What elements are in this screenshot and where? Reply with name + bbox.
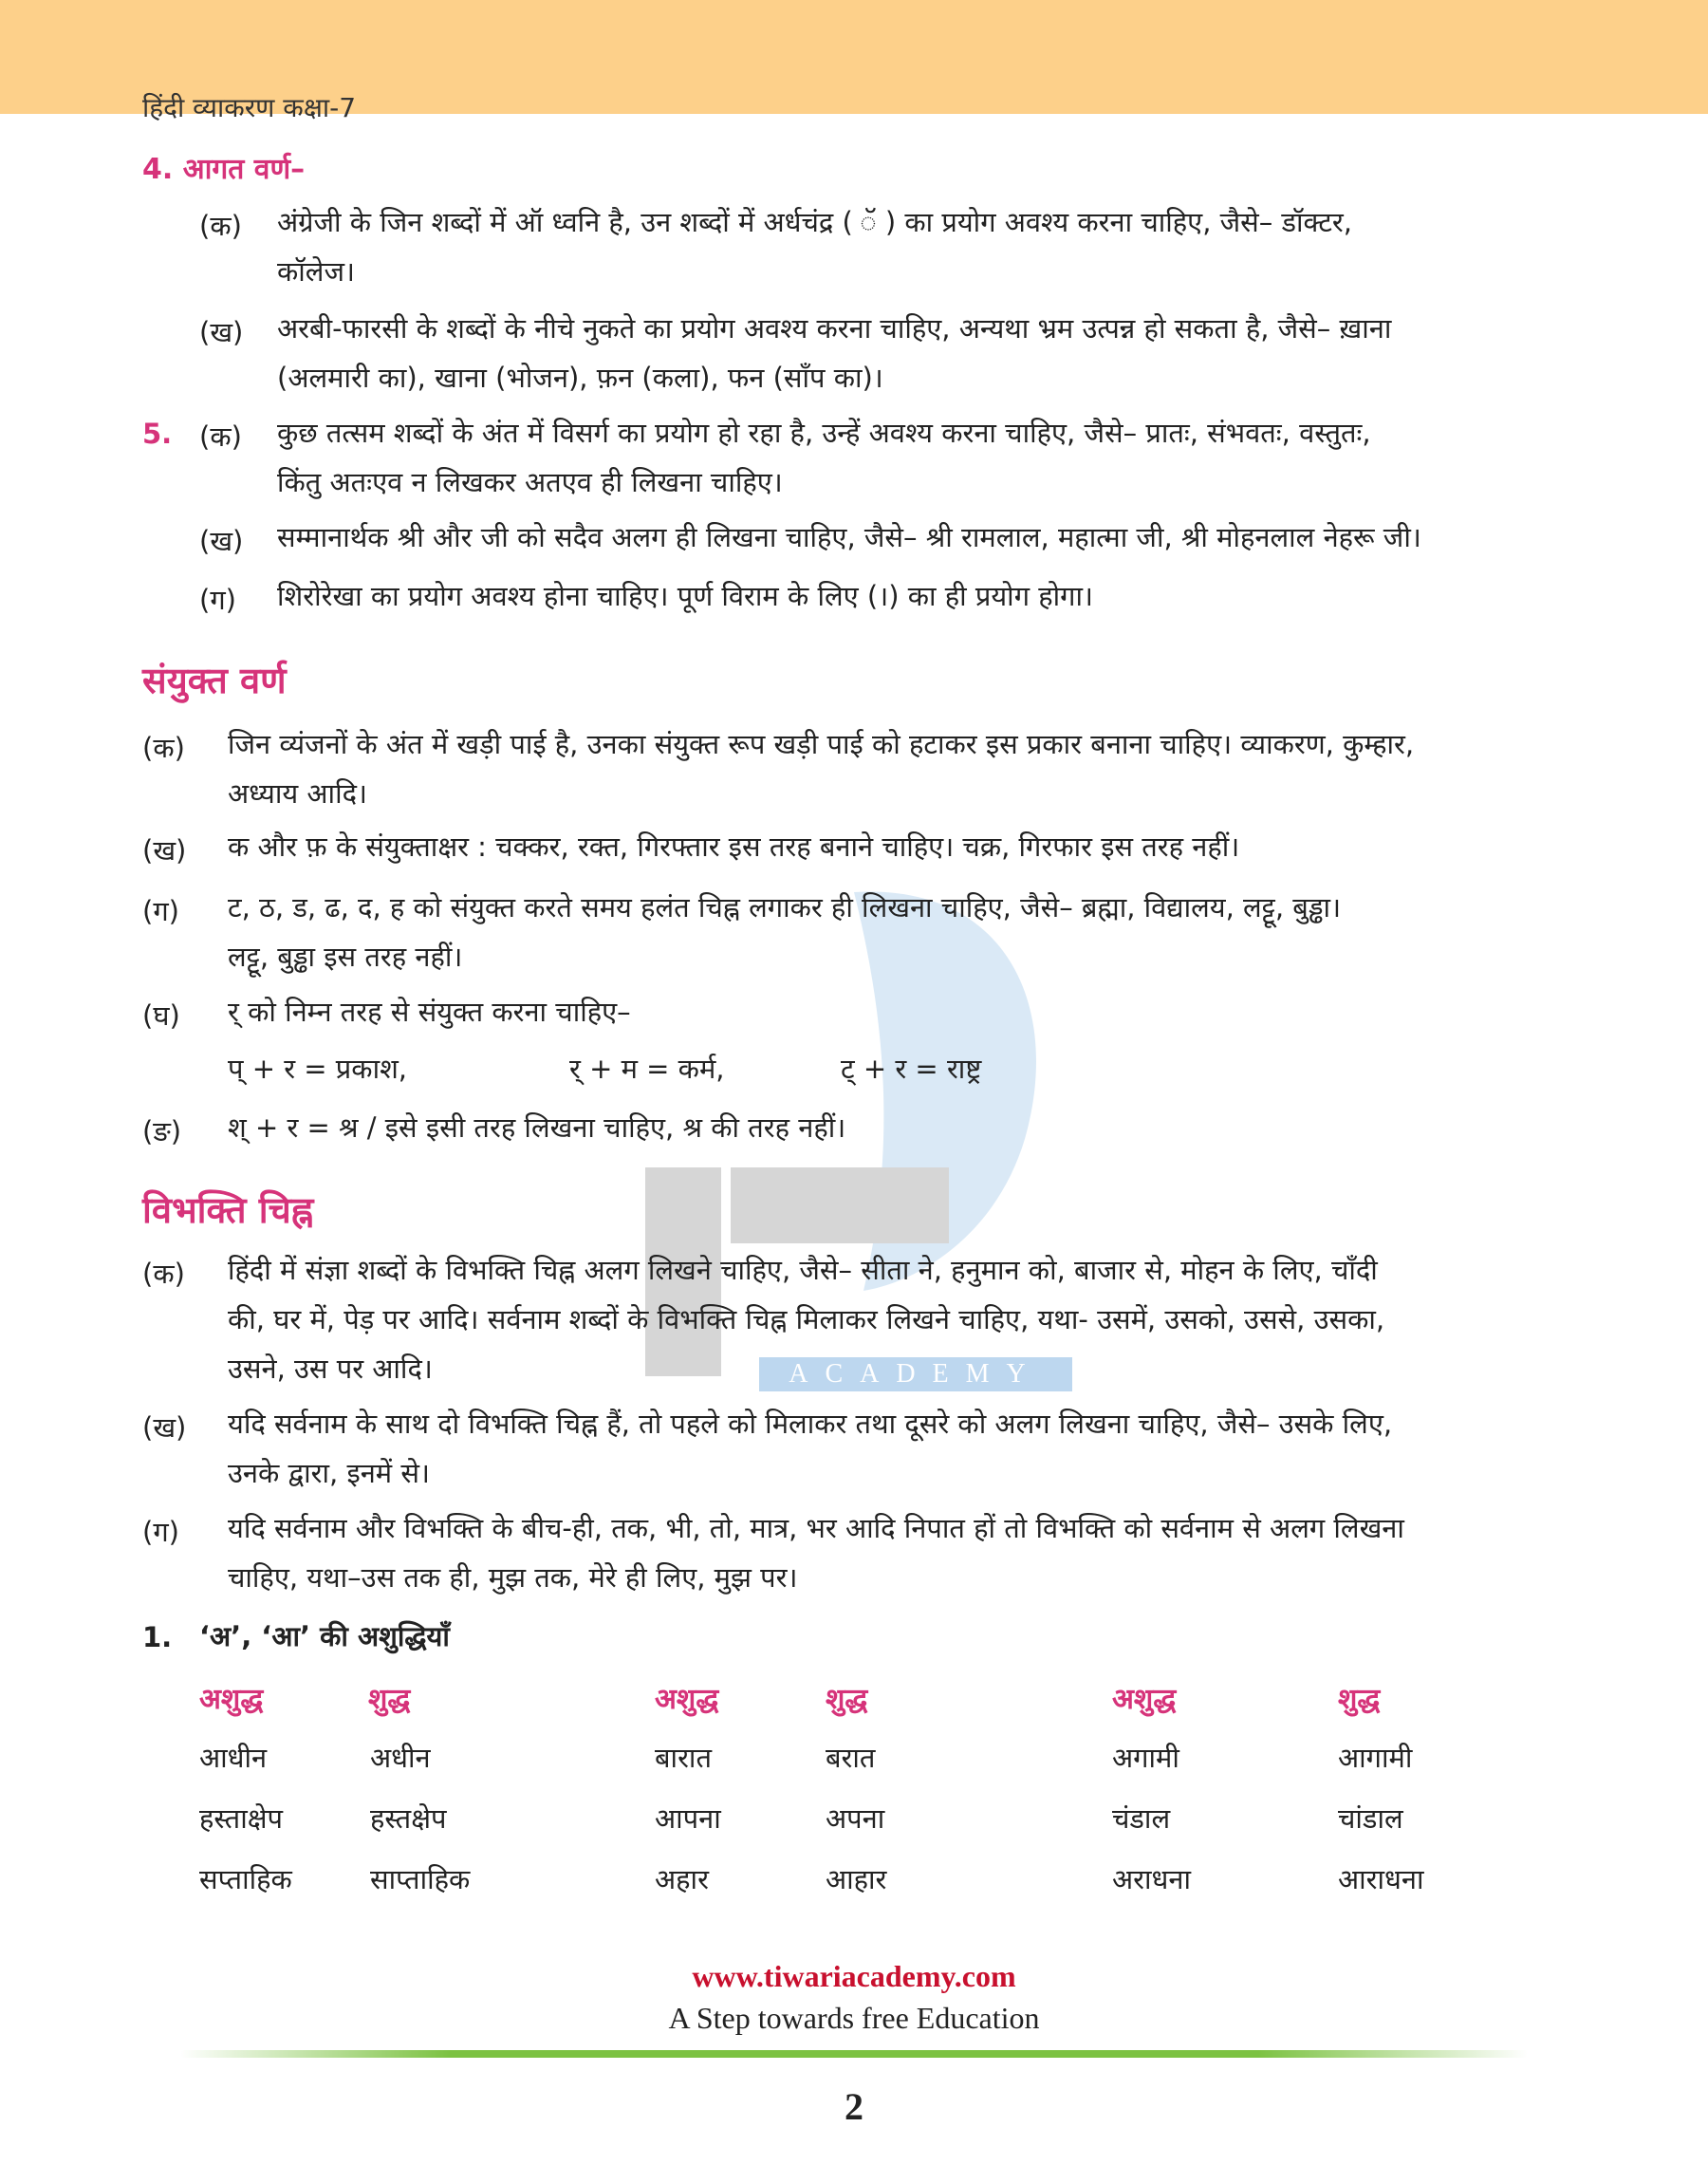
table-cell: साप्ताहिक [370, 1863, 471, 1895]
text-line: यदि सर्वनाम और विभक्ति के बीच-ही, तक, भी, तो, मात्र, भर आदि निपात हों तो विभक्ति को सर्वनाम से अलग लिखना [228, 1512, 1404, 1544]
column-header-shuddh: शुद्ध [368, 1683, 411, 1716]
table-cell: अधीन [370, 1742, 431, 1774]
table-cell: आगामी [1338, 1742, 1413, 1774]
text-line: शिरोरेखा का प्रयोग अवश्य होना चाहिए। पूर्ण विराम के लिए (।) का ही प्रयोग होगा। [277, 580, 1093, 612]
section-4-title: 4. आगत वर्ण– [142, 153, 306, 186]
table-cell: आधीन [199, 1742, 268, 1774]
table-cell: चंडाल [1112, 1802, 1171, 1835]
column-header-ashuddh: अशुद्ध [199, 1683, 264, 1716]
text-line: उसने, उस पर आदि। [228, 1353, 433, 1385]
text-line: कॉलेज। [277, 255, 355, 288]
text-line: चाहिए, यथा–उस तक ही, मुझ तक, मेरे ही लिए, मुझ पर। [228, 1561, 798, 1594]
example-text: र् + म = कर्म, [569, 1053, 725, 1085]
text-line: ट, ठ, ड, ढ, द, ह को संयुक्त करते समय हलंत चिह्न लगाकर ही लिखना चाहिए, जैसे– ब्रह्मा, विद्यालय, लट्टू, बुड्ढा। [228, 891, 1342, 924]
text-line: की, घर में, पेड़ पर आदि। सर्वनाम शब्दों के विभक्ति चिह्न मिलाकर लिखने चाहिए, यथा- उसमें, उसको, उससे, उसका, [228, 1303, 1385, 1335]
item-marker: (ख) [142, 1411, 187, 1444]
text-line: हिंदी में संज्ञा शब्दों के विभक्ति चिह्न अलग लिखने चाहिए, जैसे– सीता ने, हनुमान को, बाजार से, मोहन के लिए, चाँदी [228, 1254, 1378, 1286]
watermark-text: ACADEMY [759, 1357, 1072, 1391]
table-cell: बरात [826, 1742, 876, 1774]
table-cell: हस्ताक्षेप [199, 1802, 283, 1835]
item-marker: (क) [199, 210, 242, 242]
ashuddhi-title: ‘अ’, ‘आ’ की अशुद्धियाँ [199, 1620, 450, 1652]
text-line: (अलमारी का), खाना (भोजन), फ़न (कला), फन (साँप का)। [277, 362, 883, 394]
text-line: श् + र = श्र / इसे इसी तरह लिखना चाहिए, श्र की तरह नहीं। [228, 1111, 846, 1144]
page-number: 2 [845, 2085, 863, 2128]
item-marker: (घ) [142, 999, 180, 1032]
text-line: सम्मानार्थक श्री और जी को सदैव अलग ही लिखना चाहिए, जैसे– श्री रामलाल, महात्मा जी, श्री मोहनलाल नेहरू जी। [277, 521, 1421, 553]
item-marker: (ख) [199, 525, 244, 557]
text-line: अंग्रेजी के जिन शब्दों में ऑ ध्वनि है, उन शब्दों में अर्धचंद्र ( ॅ ) का प्रयोग अवश्य करना चाहिए, जैसे– डॉक्टर, [277, 206, 1353, 238]
table-cell: चांडाल [1338, 1802, 1403, 1835]
item-marker: (क) [199, 420, 242, 453]
section-heading-vibhakti: विभक्ति चिह्न [142, 1189, 314, 1231]
item-marker: (ख) [199, 316, 244, 348]
footer-tagline: A Step towards free Education [668, 2001, 1040, 2035]
text-line: र् को निम्न तरह से संयुक्त करना चाहिए– [228, 996, 631, 1028]
table-cell: अहार [655, 1863, 709, 1895]
table-cell: आपना [655, 1802, 721, 1835]
table-cell: अपना [826, 1802, 885, 1835]
text-line: क और फ़ के संयुक्ताक्षर : चक्कर, रक्त, गिरफ्तार इस तरह बनाने चाहिए। चक्र, गिरफार इस तरह नहीं। [228, 830, 1240, 863]
item-marker: (ग) [142, 895, 179, 927]
item-marker: (ग) [142, 1516, 179, 1548]
text-line: किंतु अतःएव न लिखकर अतएव ही लिखना चाहिए। [277, 466, 783, 498]
text-line: अरबी-फारसी के शब्दों के नीचे नुकते का प्रयोग अवश्य करना चाहिए, अन्यथा भ्रम उत्पन्न हो सकता है, जैसे– ख़ाना [277, 312, 1392, 345]
table-cell: आहार [826, 1863, 887, 1895]
section-5-number: 5. [142, 418, 173, 450]
text-line: यदि सर्वनाम के साथ दो विभक्ति चिह्न हैं, तो पहले को मिलाकर तथा दूसरे को अलग लिखना चाहिए, जैसे– उसके लिए, [228, 1408, 1393, 1440]
column-header-shuddh: शुद्ध [1338, 1683, 1381, 1716]
item-marker: (ग) [199, 584, 236, 616]
table-cell: बारात [655, 1742, 712, 1774]
table-cell: अराधना [1112, 1863, 1191, 1895]
list-number: 1. [142, 1621, 173, 1653]
text-line: अध्याय आदि। [228, 777, 367, 810]
table-cell: हस्तक्षेप [370, 1802, 447, 1835]
item-marker: (ङ) [142, 1115, 182, 1147]
example-text: प् + र = प्रकाश, [228, 1053, 408, 1085]
footer-website-link[interactable]: www.tiwariacademy.com [692, 1959, 1016, 1993]
table-cell: सप्ताहिक [199, 1863, 292, 1895]
column-header-ashuddh: अशुद्ध [655, 1683, 719, 1716]
text-line: लट्टू, बुड्ढा इस तरह नहीं। [228, 941, 463, 973]
footer-divider [180, 2050, 1528, 2058]
text-line: उनके द्वारा, इनमें से। [228, 1457, 430, 1489]
table-cell: आराधना [1338, 1863, 1424, 1895]
text-line: कुछ तत्सम शब्दों के अंत में विसर्ग का प्रयोग हो रहा है, उन्हें अवश्य करना चाहिए, जैसे– प्रातः, संभवतः, वस्तुतः, [277, 417, 1371, 449]
item-marker: (क) [142, 732, 185, 764]
item-marker: (क) [142, 1258, 185, 1290]
page-header-title: हिंदी व्याकरण कक्षा-7 [142, 92, 357, 123]
column-header-shuddh: शुद्ध [826, 1683, 868, 1716]
item-marker: (ख) [142, 834, 187, 867]
example-text: ट् + र = राष्ट्र [841, 1053, 982, 1085]
table-cell: अगामी [1112, 1742, 1179, 1774]
text-line: जिन व्यंजनों के अंत में खड़ी पाई है, उनका संयुक्त रूप खड़ी पाई को हटाकर इस प्रकार बनाना चाहिए। व्याकरण, कुम्हार, [228, 728, 1415, 760]
section-heading-sanyukt: संयुक्त वर्ण [142, 660, 287, 701]
column-header-ashuddh: अशुद्ध [1112, 1683, 1177, 1716]
